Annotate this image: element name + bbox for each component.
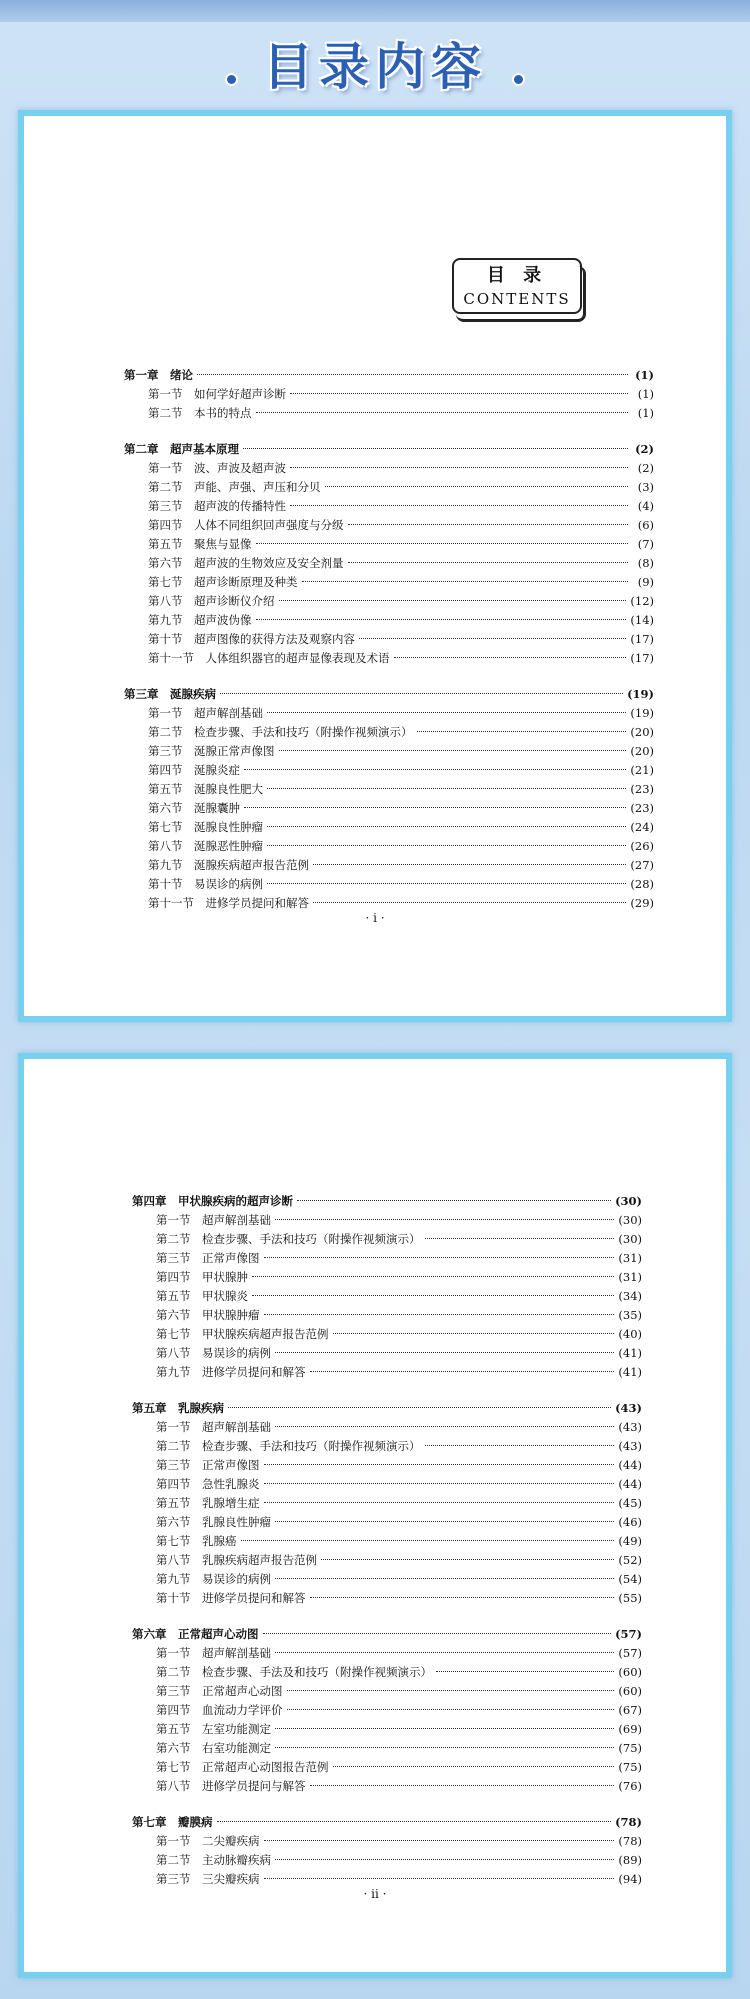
dot-leader [256,619,627,620]
bullet-dot-icon [514,75,523,84]
toc-section-row [132,1701,642,1720]
section-title: 第五节 涎腺良性肥大 [148,782,263,796]
section-title: 第八节 超声诊断仪介绍 [148,594,275,608]
section-page: (3) [637,480,654,494]
section-title: 第七节 超声诊断原理及种类 [148,575,298,589]
chapter-page: (57) [615,1627,642,1641]
section-page: (23) [630,801,654,815]
chapter-title: 第六章 正常超声心动图 [132,1627,259,1641]
dot-leader [264,1840,615,1841]
section-title: 第四节 急性乳腺炎 [156,1477,260,1491]
section-title: 第三节 三尖瓣疾病 [156,1872,260,1886]
dot-leader [241,1540,615,1541]
toc-section-row [132,1344,642,1363]
toc-section-row [132,1287,642,1306]
section-page: (21) [630,763,654,777]
section-page: (1) [637,387,654,401]
dot-leader [275,1728,614,1729]
dot-leader [267,845,626,846]
section-page: (9) [637,575,654,589]
section-title: 第二节 检查步骤、手法及和技巧（附操作视频演示） [156,1665,432,1679]
toc-section-row [124,818,654,837]
dot-leader [275,1219,614,1220]
section-title: 第五节 甲状腺炎 [156,1289,248,1303]
chapter-title: 第七章 瓣膜病 [132,1815,213,1829]
section-title: 第五节 乳腺增生症 [156,1496,260,1510]
dot-leader [417,731,627,732]
section-page: (46) [618,1515,642,1529]
section-page: (75) [618,1741,642,1755]
dot-leader [333,1766,615,1767]
stamp-cn: 目 录 [486,265,548,286]
section-page: (44) [618,1458,642,1472]
section-page: (57) [618,1646,642,1660]
section-title: 第七节 正常超声心动图报告范例 [156,1760,329,1774]
section-title: 第七节 甲状腺疾病超声报告范例 [156,1327,329,1341]
section-page: (23) [630,782,654,796]
section-page: (34) [618,1289,642,1303]
section-page: (17) [630,632,654,646]
dot-leader [220,693,623,694]
section-page: (43) [618,1420,642,1434]
section-page: (8) [637,556,654,570]
toc-chapter-row [132,1192,642,1211]
chapter-page: (43) [615,1401,642,1415]
toc-section-row [132,1437,642,1456]
dot-leader [267,826,626,827]
toc-section-row [124,630,654,649]
section-page: (40) [618,1327,642,1341]
section-title: 第六节 右室功能测定 [156,1741,271,1755]
dot-leader [425,1238,615,1239]
section-page: (41) [618,1346,642,1360]
dot-leader [275,1747,614,1748]
toc-section-row [132,1306,642,1325]
dot-leader [275,1578,614,1579]
section-page: (26) [630,839,654,853]
section-page: (35) [618,1308,642,1322]
section-page: (6) [637,518,654,532]
section-page: (43) [618,1439,642,1453]
toc-section-row [124,573,654,592]
section-page: (76) [618,1779,642,1793]
section-page: (24) [630,820,654,834]
section-title: 第五节 聚焦与显像 [148,537,252,551]
section-title: 第八节 涎腺恶性肿瘤 [148,839,263,853]
dot-leader [264,1464,615,1465]
chapter-page: (78) [615,1815,642,1829]
toc-chapter-row [132,1399,642,1418]
dot-leader [256,412,629,413]
section-title: 第三节 正常声像图 [156,1458,260,1472]
chapter-page: (30) [615,1194,642,1208]
dot-leader [267,788,626,789]
chapter-title: 第五章 乳腺疾病 [132,1401,224,1415]
section-page: (69) [618,1722,642,1736]
dot-leader [244,769,626,770]
toc-section-row [132,1682,642,1701]
toc-section-row [132,1570,642,1589]
toc-chapter-row [124,685,654,704]
contents-stamp-logo [452,258,582,314]
section-title: 第一节 如何学好超声诊断 [148,387,286,401]
toc-section-row [132,1589,642,1608]
dot-leader [290,393,628,394]
section-page: (49) [618,1534,642,1548]
section-title: 第二节 声能、声强、声压和分贝 [148,480,321,494]
toc-section-row [132,1363,642,1382]
dot-leader [244,807,626,808]
toc-section-row [124,761,654,780]
top-decorative-band [0,0,750,22]
dot-leader [436,1671,614,1672]
toc-section-row [124,516,654,535]
toc-chapter-row [132,1813,642,1832]
section-title: 第七节 乳腺癌 [156,1534,237,1548]
dot-leader [275,1426,614,1427]
section-title: 第九节 易误诊的病例 [156,1572,271,1586]
toc-section-row [124,856,654,875]
toc-section-row [124,611,654,630]
dot-leader [228,1407,611,1408]
toc-section-row [124,535,654,554]
dot-leader [359,638,626,639]
toc-section-row [124,875,654,894]
section-title: 第二节 检查步骤、手法和技巧（附操作视频演示） [156,1232,421,1246]
dot-leader [197,374,628,375]
dot-leader [275,1859,614,1860]
section-page: (31) [618,1270,642,1284]
section-title: 第六节 超声波的生物效应及安全剂量 [148,556,344,570]
toc-section-row [132,1758,642,1777]
page-number: · i · [365,911,385,925]
chapter-title: 第二章 超声基本原理 [124,442,239,456]
section-title: 第四节 甲状腺肿 [156,1270,248,1284]
section-title: 第一节 波、声波及超声波 [148,461,286,475]
section-page: (2) [637,461,654,475]
toc-section-row [132,1249,642,1268]
section-page: (94) [618,1872,642,1886]
section-title: 第十一节 人体组织器官的超声显像表现及术语 [148,651,390,665]
toc-section-row [132,1832,642,1851]
toc-section-row [132,1325,642,1344]
section-title: 第十节 超声图像的获得方法及观察内容 [148,632,355,646]
chapter-title: 第一章 绪论 [124,368,193,382]
toc-section-row [124,704,654,723]
section-title: 第三节 涎腺正常声像图 [148,744,275,758]
dot-leader [252,1295,614,1296]
dot-leader [290,505,628,506]
section-page: (89) [618,1853,642,1867]
dot-leader [252,1276,614,1277]
banner-title: 目录内容 [263,38,487,96]
toc-section-row [132,1456,642,1475]
section-title: 第六节 涎腺囊肿 [148,801,240,815]
section-title: 第六节 甲状腺肿瘤 [156,1308,260,1322]
section-page: (78) [618,1834,642,1848]
section-page: (45) [618,1496,642,1510]
section-title: 第四节 涎腺炎症 [148,763,240,777]
dot-leader [264,1314,615,1315]
dot-leader [313,864,626,865]
toc-section-row [124,649,654,668]
toc-section-row [124,723,654,742]
toc-section-row [132,1418,642,1437]
dot-leader [348,562,629,563]
toc-section-row [132,1663,642,1682]
chapter-page: (2) [635,442,654,456]
toc-section-row [124,837,654,856]
dot-leader [425,1445,615,1446]
section-page: (30) [618,1232,642,1246]
section-title: 第二节 检查步骤、手法和技巧（附操作视频演示） [148,725,413,739]
page-number: · ii · [363,1887,387,1901]
dot-leader [310,1371,615,1372]
dot-leader [217,1821,612,1822]
section-page: (44) [618,1477,642,1491]
toc-section-row [132,1268,642,1287]
section-title: 第十节 易误诊的病例 [148,877,263,891]
toc-section-row [132,1720,642,1739]
toc-section-row [124,592,654,611]
dot-leader [321,1559,614,1560]
section-title: 第一节 超声解剖基础 [156,1420,271,1434]
toc-section-row [124,799,654,818]
dot-leader [279,750,627,751]
toc-section-row [132,1230,642,1249]
dot-leader [279,600,627,601]
section-title: 第十一节 进修学员提问和解答 [148,896,309,910]
section-title: 第七节 涎腺良性肿瘤 [148,820,263,834]
dot-leader [310,1785,615,1786]
section-title: 第六节 乳腺良性肿瘤 [156,1515,271,1529]
section-page: (20) [630,725,654,739]
section-page: (29) [630,896,654,910]
section-title: 第一节 超声解剖基础 [156,1213,271,1227]
section-page: (67) [618,1703,642,1717]
dot-leader [267,883,626,884]
toc-section-row [132,1475,642,1494]
section-page: (60) [618,1684,642,1698]
toc-section-row [132,1777,642,1796]
banner [0,32,750,102]
dot-leader [394,657,627,658]
toc-section-row [132,1494,642,1513]
toc-list-page-1 [124,366,654,913]
dot-leader [275,1652,614,1653]
section-page: (20) [630,744,654,758]
section-title: 第八节 进修学员提问与解答 [156,1779,306,1793]
dot-leader [313,902,626,903]
toc-page-1 [18,110,732,1022]
bullet-dot-icon [227,75,236,84]
toc-list-page-2 [132,1192,642,1889]
section-page: (30) [618,1213,642,1227]
toc-section-row [124,385,654,404]
section-page: (12) [630,594,654,608]
section-page: (60) [618,1665,642,1679]
section-page: (28) [630,877,654,891]
section-title: 第四节 血流动力学评价 [156,1703,283,1717]
stamp-en: CONTENTS [463,290,571,308]
toc-section-row [124,478,654,497]
dot-leader [264,1878,615,1879]
toc-section-row [124,404,654,423]
dot-leader [264,1502,615,1503]
toc-section-row [124,742,654,761]
toc-section-row [132,1851,642,1870]
section-title: 第五节 左室功能测定 [156,1722,271,1736]
section-title: 第一节 超声解剖基础 [148,706,263,720]
section-title: 第三节 正常超声心动图 [156,1684,283,1698]
dot-leader [267,712,626,713]
toc-section-row [132,1644,642,1663]
toc-section-row [124,554,654,573]
dot-leader [333,1333,615,1334]
section-page: (14) [630,613,654,627]
toc-chapter-row [132,1625,642,1644]
dot-leader [287,1709,615,1710]
section-page: (7) [637,537,654,551]
section-page: (27) [630,858,654,872]
dot-leader [302,581,629,582]
dot-leader [275,1352,614,1353]
toc-section-row [124,780,654,799]
toc-section-row [132,1513,642,1532]
section-title: 第九节 进修学员提问和解答 [156,1365,306,1379]
dot-leader [325,486,629,487]
section-title: 第一节 二尖瓣疾病 [156,1834,260,1848]
section-title: 第八节 易误诊的病例 [156,1346,271,1360]
chapter-title: 第三章 涎腺疾病 [124,687,216,701]
dot-leader [264,1483,615,1484]
section-title: 第八节 乳腺疾病超声报告范例 [156,1553,317,1567]
dot-leader [256,543,629,544]
chapter-page: (19) [627,687,654,701]
dot-leader [243,448,628,449]
toc-chapter-row [124,440,654,459]
chapter-title: 第四章 甲状腺疾病的超声诊断 [132,1194,293,1208]
chapter-page: (1) [635,368,654,382]
section-page: (54) [618,1572,642,1586]
section-title: 第一节 超声解剖基础 [156,1646,271,1660]
dot-leader [287,1690,615,1691]
section-page: (52) [618,1553,642,1567]
section-title: 第三节 正常声像图 [156,1251,260,1265]
dot-leader [348,524,629,525]
section-page: (75) [618,1760,642,1774]
toc-section-row [132,1551,642,1570]
dot-leader [263,1633,612,1634]
dot-leader [290,467,628,468]
toc-section-row [124,497,654,516]
toc-section-row [124,459,654,478]
section-page: (1) [637,406,654,420]
toc-section-row [132,1532,642,1551]
section-page: (31) [618,1251,642,1265]
section-title: 第九节 超声波伪像 [148,613,252,627]
dot-leader [310,1597,615,1598]
section-title: 第十节 进修学员提问和解答 [156,1591,306,1605]
section-page: (17) [630,651,654,665]
toc-chapter-row [124,366,654,385]
section-title: 第二节 本书的特点 [148,406,252,420]
section-page: (55) [618,1591,642,1605]
dot-leader [264,1257,615,1258]
section-title: 第二节 检查步骤、手法和技巧（附操作视频演示） [156,1439,421,1453]
section-page: (19) [630,706,654,720]
section-title: 第三节 超声波的传播特性 [148,499,286,513]
toc-section-row [132,1211,642,1230]
section-title: 第二节 主动脉瓣疾病 [156,1853,271,1867]
dot-leader [297,1200,611,1201]
dot-leader [275,1521,614,1522]
toc-section-row [132,1739,642,1758]
section-page: (41) [618,1365,642,1379]
section-title: 第九节 涎腺疾病超声报告范例 [148,858,309,872]
section-page: (4) [637,499,654,513]
toc-page-2 [18,1053,732,1978]
section-title: 第四节 人体不同组织回声强度与分级 [148,518,344,532]
